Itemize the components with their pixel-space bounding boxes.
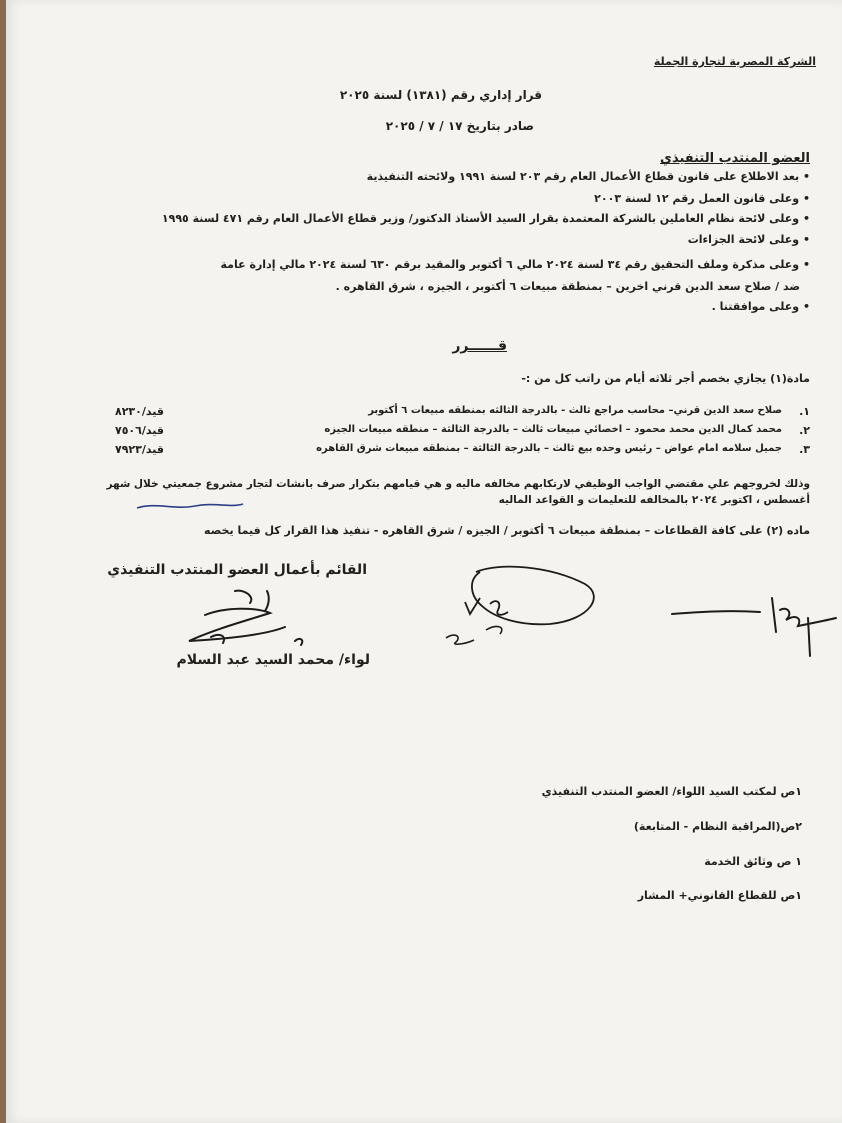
employee-reg: قيد/٧٥٠٦: [115, 424, 164, 437]
employee-number: ٢.: [799, 424, 810, 437]
company-name: الشركة المصرية لتجارة الجملة: [653, 55, 816, 68]
employee-entry: صلاح سعد الدين قرني– محاسب مراجع ثالث - بالدرجة الثالثه بمنطقه مبيعات ٦ أكتوبر: [368, 405, 782, 416]
handwritten-underline-mark: [135, 496, 245, 514]
preamble-line: • وعلى قانون العمل رقم ١٢ لسنة ٢٠٠٣: [594, 192, 810, 205]
handwritten-signature: [668, 592, 838, 664]
employee-entry: جميل سلامه امام عواض – رئيس وحده بيع ثالث – بالدرجة الثالثة – بمنطقه مبيعات شرق القاهره: [316, 443, 782, 454]
copy-recipient: ١ ص وثائق الخدمة: [704, 855, 802, 868]
article-2: ماده (٢) على كافة القطاعات – بمنطقة مبيعات ٦ أكتوبر / الجيزه / شرق القاهره - تنفيذ هذا القرار كل فيما يخصه: [204, 524, 810, 537]
signatory-name: لواء/ محمد السيد عبد السلام: [176, 652, 370, 668]
employee-entry: محمد كمال الدين محمد محمود – اخصائي مبيعات ثالث – بالدرجة الثالثة – منطقه مبيعات الجيزه: [324, 424, 782, 435]
issue-date: صادر بتاريخ ١٧ / ٧ / ٢٠٢٥: [385, 119, 534, 133]
reason-line: وذلك لخروجهم علي مقتضي الواجب الوظيفي لارتكابهم مخالفه ماليه و هي قيامهم بتكرار صرف بانشات لتجار مشروع جمعيتي خلال شهر: [106, 478, 810, 490]
copy-recipient: ٢ص(المراقبة النظام - المتابعة): [633, 820, 802, 833]
employee-number: ١.: [799, 405, 810, 418]
preamble-line: • وعلى لائحة نظام العاملين بالشركة المعتمدة بقرار السيد الأستاذ الدكتور/ وزير قطاع الأعمال العام رقم ٤٧١ لسنة ١٩٩٥: [161, 212, 810, 225]
copy-recipient: ١ص للقطاع القانوني+ المشار: [637, 889, 802, 902]
signatory-title: القائم بأعمال العضو المنتدب التنفيذي: [107, 562, 367, 578]
preamble-line: • بعد الاطلاع على قانون قطاع الأعمال العام رقم ٢٠٣ لسنة ١٩٩١ ولائحته التنفيذية: [366, 170, 810, 183]
copy-recipient: ١ص لمكتب السيد اللواء/ العضو المنتدب التنفيذي: [541, 785, 802, 798]
handwritten-initials: [440, 562, 610, 652]
preamble-line: • وعلى لائحة الجزاءات: [687, 233, 810, 246]
preamble-line: • وعلى مذكرة وملف التحقيق رقم ٣٤ لسنة ٢٠٢٤ مالي ٦ أكتوبر والمقيد برقم ٦٣٠ لسنة ٢٠٢٤ مالي إدارة عامة: [220, 258, 810, 271]
decides-heading: قــــــرر: [452, 338, 507, 354]
employee-reg: قيد/٨٢٣٠: [115, 405, 164, 418]
article-1-intro: مادة(١) يجازي بخصم أجر ثلاثه أيام من راتب كل من :-: [521, 372, 810, 385]
preamble-line: • وعلى موافقتنا .: [711, 300, 810, 313]
preamble-line: ضد / صلاح سعد الدين قرني اخرين – بمنطقة مبيعات ٦ أكتوبر ، الجيزه ، شرق القاهره .: [335, 280, 800, 293]
authority-heading: العضو المنتدب التنفيذي: [660, 151, 810, 166]
employee-number: ٣.: [799, 443, 810, 456]
decree-number: قرار إداري رقم (١٣٨١) لسنة ٢٠٢٥: [339, 88, 542, 102]
employee-reg: قيد/٧٩٢٣: [115, 443, 164, 456]
reason-line: أغسطس ، اكتوبر ٢٠٢٤ بالمخالفه للتعليمات و القواعد الماليه: [498, 494, 810, 506]
